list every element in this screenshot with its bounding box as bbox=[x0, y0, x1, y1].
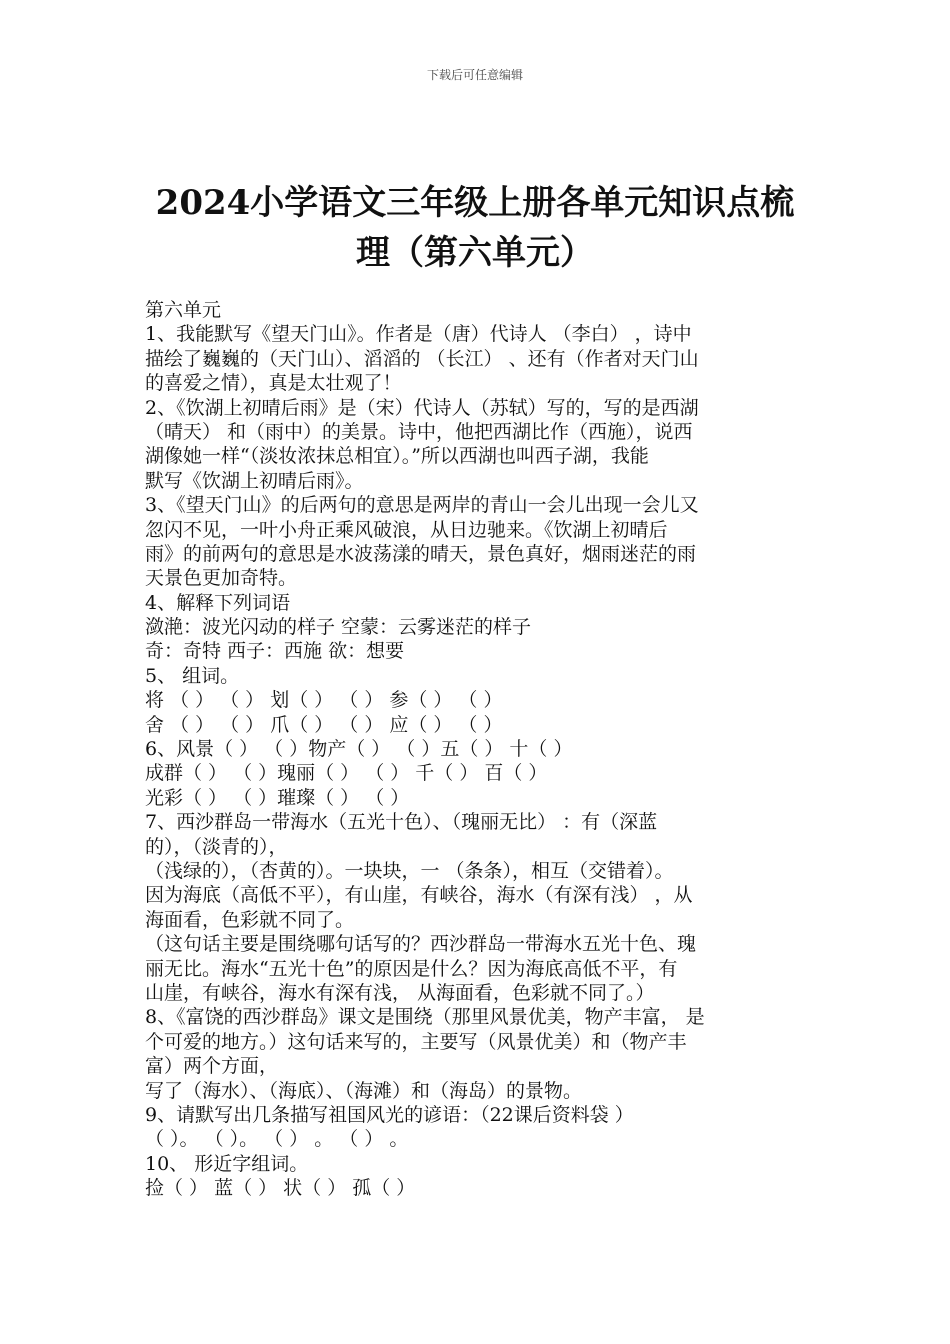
body-line: 的），（淡青的）， bbox=[145, 835, 288, 858]
body-line: 海面看，色彩就不同了。 bbox=[145, 908, 355, 931]
document-title bbox=[100, 178, 850, 278]
title-line: 2024小学语文三年级上册各单元知识点梳 bbox=[155, 183, 795, 223]
body-line: 山崖，有峡谷，海水有深有浅， 从海面看，色彩就不同了。） bbox=[145, 981, 655, 1004]
body-line: 潋滟：波光闪动的样子 空蒙：云雾迷茫的样子 bbox=[145, 616, 532, 639]
body-line: 富）两个方面， bbox=[145, 1055, 279, 1078]
body-line: 2、《饮湖上初晴后雨》是（宋）代诗人（苏轼）写的，写的是西湖 bbox=[145, 396, 699, 419]
body-line: 将 （ ） （ ） 划（ ） （ ） 参（ ） （ ） bbox=[145, 689, 503, 712]
body-line: 的喜爱之情），真是太壮观了！ bbox=[145, 372, 402, 395]
body-line: （晴天） 和（雨中）的美景。诗中，他把西湖比作（西施），说西 bbox=[145, 420, 693, 443]
body-line: 丽无比。海水“五光十色”的原因是什么？因为海底高低不平，有 bbox=[145, 957, 678, 980]
body-line: 雨》的前两句的意思是水波荡漾的晴天，景色真好，烟雨迷茫的雨 bbox=[145, 542, 697, 565]
body-line: 光彩（ ） （ ）璀璨（ ） （ ） bbox=[145, 786, 410, 809]
body-line: 9、请默写出几条描写祖国风光的谚语：（22课后资料袋 ） bbox=[145, 1103, 634, 1126]
unit-heading: 第六单元 bbox=[145, 299, 222, 321]
body-line: 湖像她一样“（淡妆浓抹总相宜）。”所以西湖也叫西子湖，我能 bbox=[145, 445, 649, 468]
body-line: 7、西沙群岛一带海水（五光十色）、（瑰丽无比） ：有（深蓝 bbox=[145, 811, 658, 834]
body-line: 舍 （ ） （ ） 爪（ ） （ ） 应（ ） （ ） bbox=[145, 713, 503, 736]
body-line: 奇：奇特 西子：西施 欲：想要 bbox=[145, 640, 405, 663]
body-line: 4、解释下列词语 bbox=[145, 591, 291, 614]
body-line: 写了（海水）、（海底）、（海滩）和（海岛）的景物。 bbox=[145, 1079, 583, 1102]
body-line: 3、《望天门山》的后两句的意思是两岸的青山一会儿出现一会儿又 bbox=[145, 494, 699, 517]
body-line: 默写《饮湖上初晴后雨》。 bbox=[145, 469, 364, 492]
body-line: 10、 形近字组词。 bbox=[145, 1152, 309, 1175]
body-line: 忽闪不见，一叶小舟正乘风破浪，从日边驰来。《饮湖上初晴后 bbox=[145, 518, 668, 541]
body-line: 天景色更加奇特。 bbox=[145, 567, 298, 590]
body-line: 1、我能默写《望天门山》。作者是（唐）代诗人 （李白） ，诗中 bbox=[145, 323, 692, 346]
header-note: 下载后可任意编辑 bbox=[426, 68, 523, 82]
document-body bbox=[145, 298, 820, 1200]
body-line: 捡（ ） 蓝（ ） 状（ ） 孤（ ） bbox=[145, 1177, 416, 1200]
body-line: 5、 组词。 bbox=[145, 664, 240, 687]
body-line: 个可爱的地方。）这句话来写的，主要写（风景优美）和（物产丰 bbox=[145, 1030, 687, 1053]
body-line: （这句话主要是围绕哪句话写的？西沙群岛一带海水五光十色、瑰 bbox=[145, 933, 697, 956]
body-line: （浅绿的），（杏黄的）。一块块，一 （条条），相互（交错着）。 bbox=[145, 859, 674, 882]
body-line: 描绘了巍巍的（天门山）、滔滔的 （长江） 、还有（作者对天门山 bbox=[145, 347, 699, 370]
title-line: 理（第六单元） bbox=[356, 233, 594, 273]
body-line: 8、《富饶的西沙群岛》课文是围绕（那里风景优美，物产丰富， 是 bbox=[145, 1006, 705, 1029]
body-line: 因为海底（高低不平），有山崖，有峡谷，海水（有深有浅） ，从 bbox=[145, 884, 693, 907]
body-line: 成群（ ） （ ）瑰丽（ ） （ ） 千（ ） 百（ ） bbox=[145, 762, 548, 785]
body-line: （ ）。 （ ）。 （ ） 。 （ ） 。 bbox=[145, 1128, 409, 1151]
body-line: 6、风景（ ） （ ）物产（ ） （ ）五（ ） 十（ ） bbox=[145, 738, 573, 761]
